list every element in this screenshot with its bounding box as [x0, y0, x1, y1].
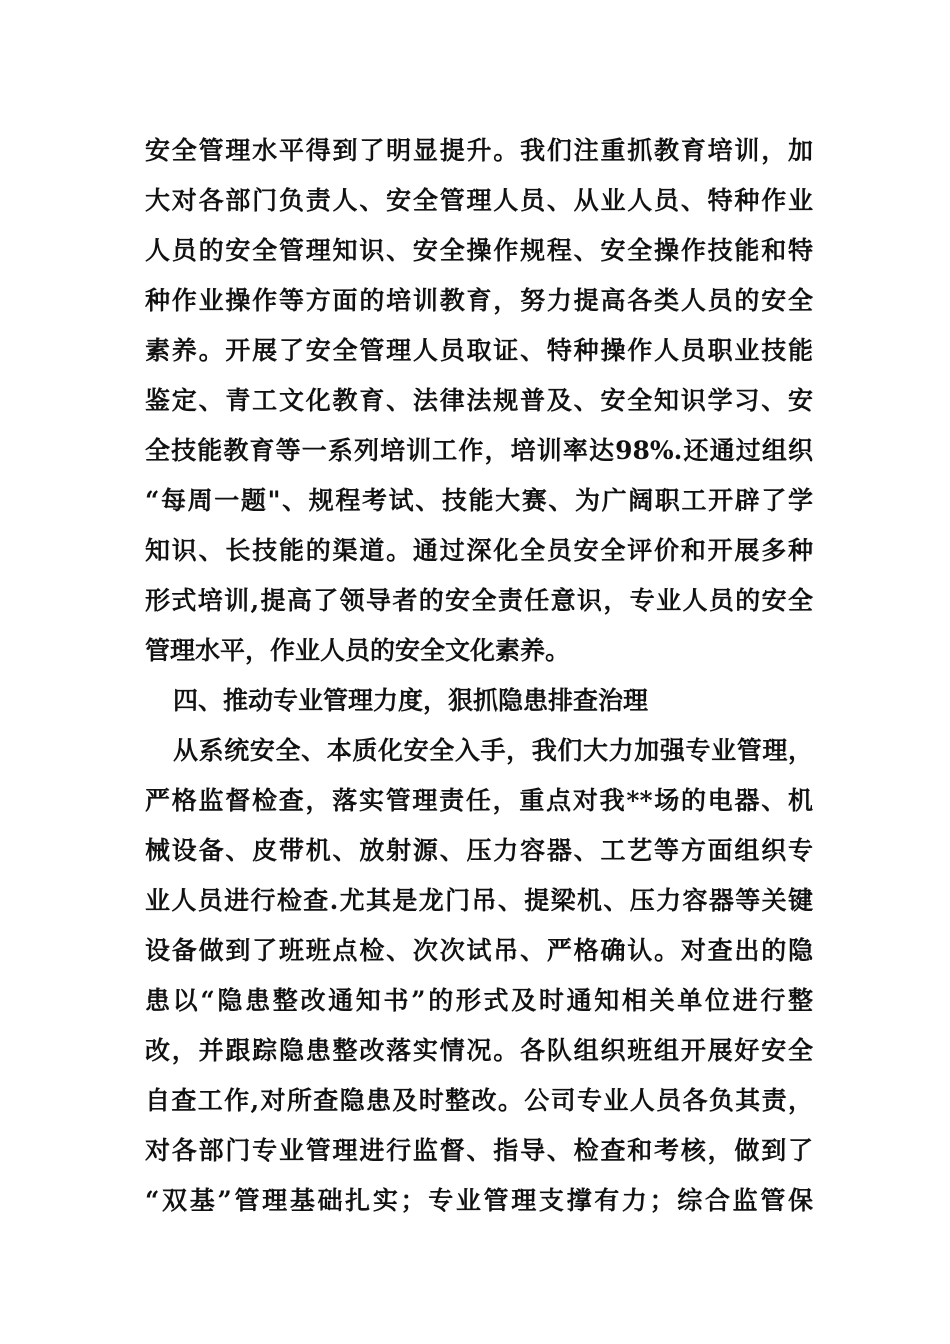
paragraph-line: 素养。开展了安全管理人员取证、特种操作人员职业技能: [145, 336, 813, 365]
paragraph-line: 业人员进行检查.尤其是龙门吊、提梁机、压力容器等关键: [145, 886, 813, 915]
paragraph-line: 人员的安全管理知识、安全操作规程、安全操作技能和特: [145, 236, 813, 265]
paragraph-line: 管理水平，作业人员的安全文化素养。: [145, 636, 571, 665]
paragraph-line: 设备做到了班班点检、次次试吊、严格确认。对查出的隐: [145, 936, 813, 965]
paragraph-line: 从系统安全、本质化安全入手，我们大力加强专业管理，: [173, 736, 813, 765]
paragraph-line: 械设备、皮带机、放射源、压力容器、工艺等方面组织专: [145, 836, 813, 865]
document-body: [145, 126, 813, 1226]
paragraph-line: 安全管理水平得到了明显提升。我们注重抓教育培训，加: [145, 136, 813, 165]
paragraph-line: 严格监督检查，落实管理责任，重点对我**场的电器、机: [145, 786, 813, 815]
paragraph-line: 患以“隐患整改通知书”的形式及时通知相关单位进行整: [145, 986, 813, 1015]
paragraph-line: 全技能教育等一系列培训工作，培训率达98%.还通过组织: [145, 436, 813, 465]
section-heading: 四、推动专业管理力度，狠抓隐患排查治理: [173, 686, 649, 715]
paragraph-line: 对各部门专业管理进行监督、指导、检查和考核，做到了: [145, 1136, 813, 1165]
paragraph-line: 鉴定、青工文化教育、法律法规普及、安全知识学习、安: [145, 386, 813, 415]
paragraph-line: “每周一题"、规程考试、技能大赛、为广阔职工开辟了学: [145, 486, 813, 515]
paragraph-line: 大对各部门负责人、安全管理人员、从业人员、特种作业: [145, 186, 813, 215]
paragraph-line: 改，并跟踪隐患整改落实情况。各队组织班组开展好安全: [145, 1036, 813, 1065]
paragraph-line: 形式培训,提高了领导者的安全责任意识，专业人员的安全: [145, 586, 813, 615]
paragraph-line: “双基”管理基础扎实；专业管理支撑有力；综合监管保: [145, 1186, 813, 1215]
paragraph-line: 种作业操作等方面的培训教育，努力提高各类人员的安全: [145, 286, 813, 315]
paragraph-line: 自查工作,对所查隐患及时整改。公司专业人员各负其责，: [145, 1086, 813, 1115]
paragraph-line: 知识、长技能的渠道。通过深化全员安全评价和开展多种: [145, 536, 813, 565]
